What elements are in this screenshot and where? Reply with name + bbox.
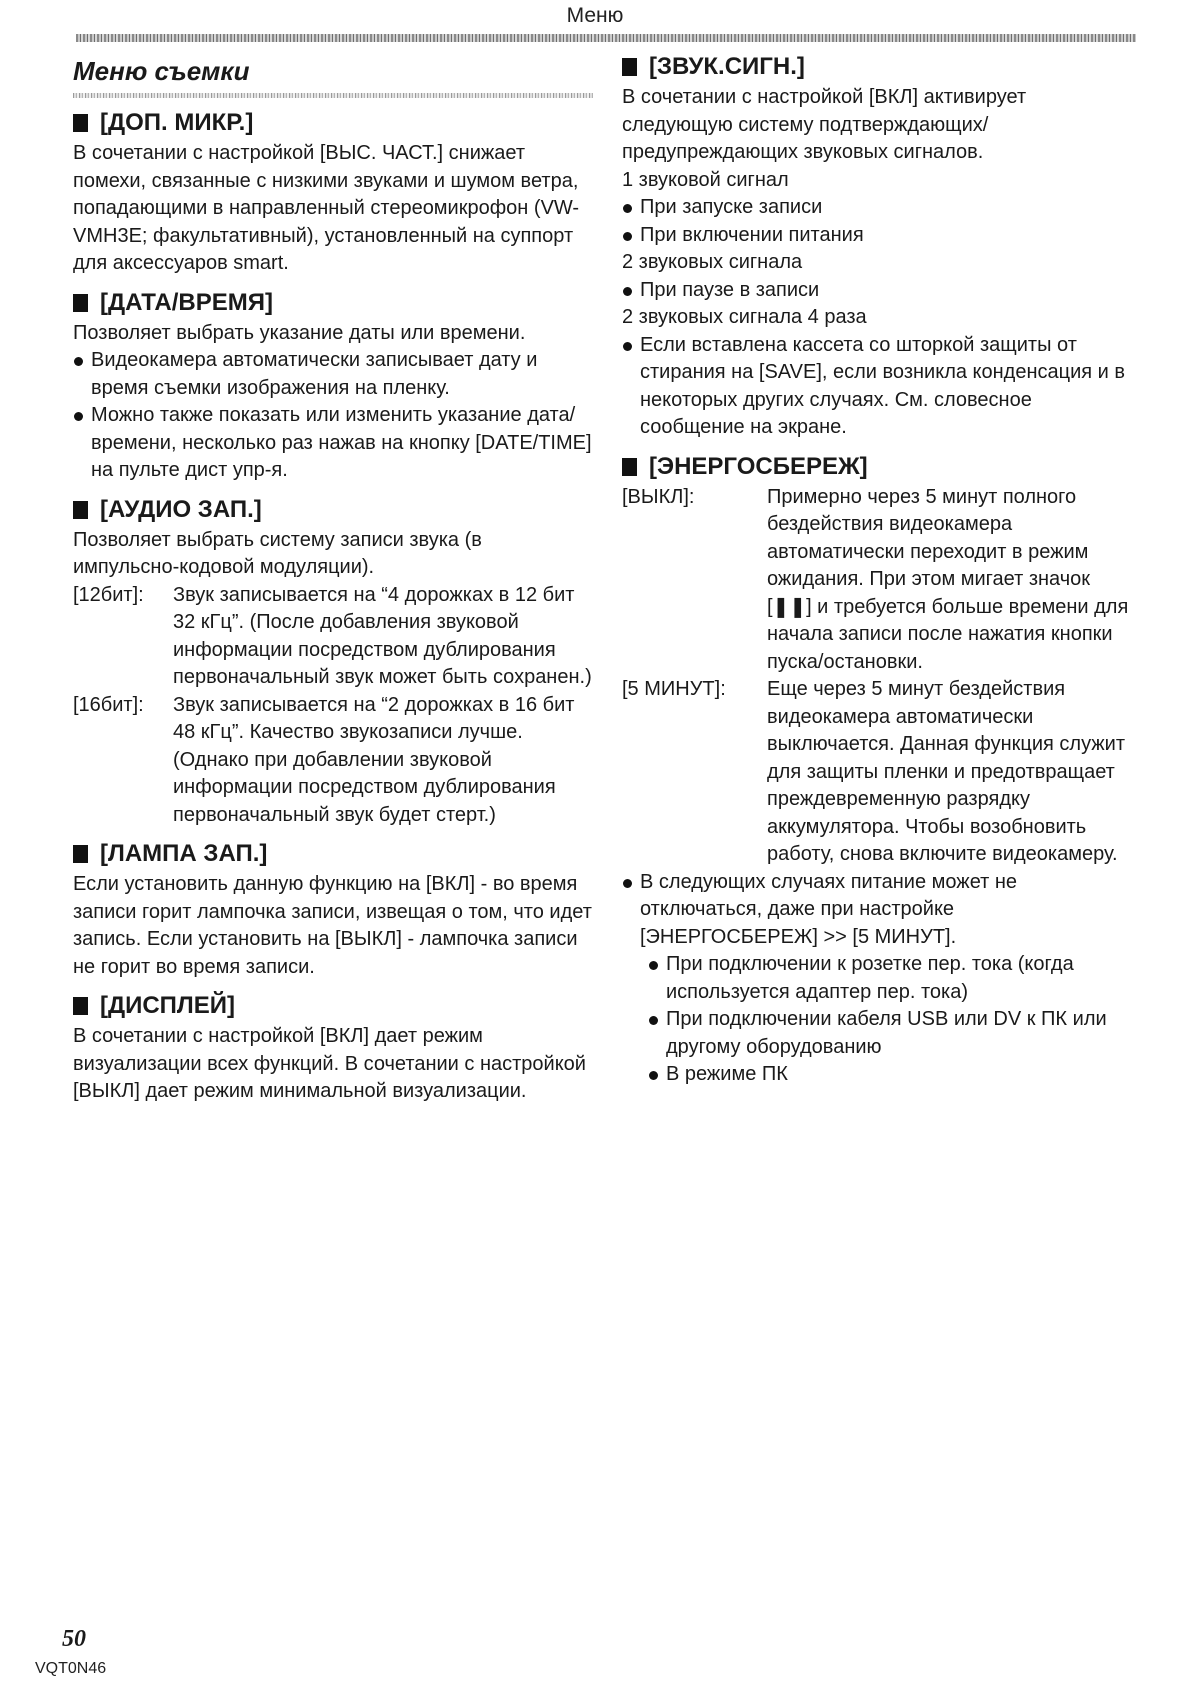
datetime-heading xyxy=(73,288,593,318)
power-option-off xyxy=(622,484,1132,677)
display-title: [ДИСПЛЕЙ] xyxy=(100,992,236,1019)
square-bullet-icon xyxy=(622,458,637,476)
audio-option-12bit xyxy=(73,582,593,692)
audio-text: Позволяет выбрать систему записи звука (в импульсно-кодовой модуляции). xyxy=(73,528,482,578)
option-term: [5 МИНУТ]: xyxy=(622,678,726,700)
datetime-bullet: Можно также показать или изменить указание дата/времени, несколько раз нажав на кнопку [DATE/TIME] на пульте дист упр-я. xyxy=(73,402,593,485)
square-bullet-icon xyxy=(622,58,637,76)
power-option-5min xyxy=(622,676,1132,869)
beep-bullet: При паузе в записи xyxy=(622,277,1132,305)
lamp-title: [ЛАМПА ЗАП.] xyxy=(100,840,268,867)
power-note: В следующих случаях питание может не отключаться, даже при настройке [ЭНЕРГОСБЕРЕЖ] >> [5 МИНУТ]. xyxy=(622,869,1132,952)
power-heading xyxy=(622,452,1132,482)
lamp-heading xyxy=(73,839,593,869)
power-sub-bullet: При подключении кабеля USB или DV к ПК или другому оборудованию xyxy=(648,1006,1132,1061)
beep-bullet: При запуске записи xyxy=(622,194,1132,222)
square-bullet-icon xyxy=(73,294,88,312)
display-text: В сочетании с настройкой [ВКЛ] дает режим визуализации всех функций. В сочетании с настройкой [ВЫКЛ] дает режим минимальной визуализации. xyxy=(73,1025,586,1102)
beep-text: В сочетании с настройкой [ВКЛ] активирует следующую систему подтверждающих/ предупреждающих звуковых сигналов. xyxy=(622,86,1027,163)
page-number: 50 xyxy=(62,1626,86,1652)
square-bullet-icon xyxy=(73,114,88,132)
beep-line: 2 звуковых сигнала 4 раза xyxy=(622,306,867,328)
beep-title: [ЗВУК.СИГН.] xyxy=(649,53,805,80)
audio-option-16bit xyxy=(73,692,593,830)
mic-text: В сочетании с настройкой [ВЫС. ЧАСТ.] снижает помехи, связанные с низкими звуками и шумом ветра, попадающими в направленный стереомикрофон (VW-VMH3E; факультативный), установленный на суппорт для аксессуаров smart. xyxy=(73,142,580,274)
power-title: [ЭНЕРГОСБЕРЕЖ] xyxy=(649,452,868,480)
option-term: [12бит]: xyxy=(73,583,144,606)
option-desc: Звук записывается на “4 дорожках в 12 бит 32 кГц”. (После добавления звуковой информации посредством дублирования первоначальный звук может быть сохранен.) xyxy=(173,583,592,688)
option-term: [16бит]: xyxy=(73,693,144,716)
audio-title: [АУДИО ЗАП.] xyxy=(100,495,262,523)
beep-heading xyxy=(622,52,1132,82)
beep-bullet: Если вставлена кассета со шторкой защиты от стирания на [SAVE], если возникла конденсация и в некоторых других случаях. См. словесное сообщение на экране. xyxy=(622,332,1132,442)
datetime-bullet: Видеокамера автоматически записывает дату и время съемки изображения на пленку. xyxy=(73,347,593,402)
section-title: Меню съемки xyxy=(73,56,250,86)
beep-bullet: При включении питания xyxy=(622,222,1132,250)
option-desc: Еще через 5 минут бездействия видеокамера автоматически выключается. Данная функция служит для защиты пленки и предотвращает преждевременную разрядку аккумулятора. Чтобы возобновить работу, снова включите видеокамеру. xyxy=(767,678,1125,865)
header-rule xyxy=(76,34,1136,42)
option-desc: Примерно через 5 минут полного бездействия видеокамера автоматически переходит в режим ожидания. При этом мигает значок [❚❚] и требуется больше времени для начала записи после нажатия кнопки пуска/остановки. xyxy=(767,485,1129,673)
power-sub-bullet: При подключении к розетке пер. тока (когда используется адаптер пер. тока) xyxy=(648,951,1132,1006)
datetime-text: Позволяет выбрать указание даты или времени. xyxy=(73,321,526,344)
power-sub-bullet: В режиме ПК xyxy=(648,1061,1132,1089)
audio-heading xyxy=(73,495,593,525)
page-header: Меню xyxy=(566,4,624,27)
display-heading xyxy=(73,991,593,1021)
right-column xyxy=(622,52,1132,1089)
beep-line: 1 звуковой сигнал xyxy=(622,168,789,191)
datetime-title: [ДАТА/ВРЕМЯ] xyxy=(100,288,273,316)
square-bullet-icon xyxy=(73,501,88,519)
left-column xyxy=(73,52,593,1106)
square-bullet-icon xyxy=(73,845,88,863)
option-term: [ВЫКЛ]: xyxy=(622,485,695,508)
document-code: VQT0N46 xyxy=(35,1660,107,1677)
lamp-text: Если установить данную функцию на [ВКЛ] - во время записи горит лампочка записи, извещая о том, что идет запись. Если установить на [ВЫКЛ] - лампочка записи не горит во время записи. xyxy=(73,873,592,978)
mic-heading xyxy=(73,108,593,138)
beep-line: 2 звуковых сигнала xyxy=(622,251,803,273)
mic-title: [ДОП. МИКР.] xyxy=(100,109,254,136)
option-desc: Звук записывается на “2 дорожках в 16 бит 48 кГц”. Качество звукозаписи лучше. (Однако при добавлении звуковой информации посредством дублирования первоначальный звук будет стерт.) xyxy=(173,693,575,826)
title-rule xyxy=(73,93,593,98)
square-bullet-icon xyxy=(73,997,88,1015)
